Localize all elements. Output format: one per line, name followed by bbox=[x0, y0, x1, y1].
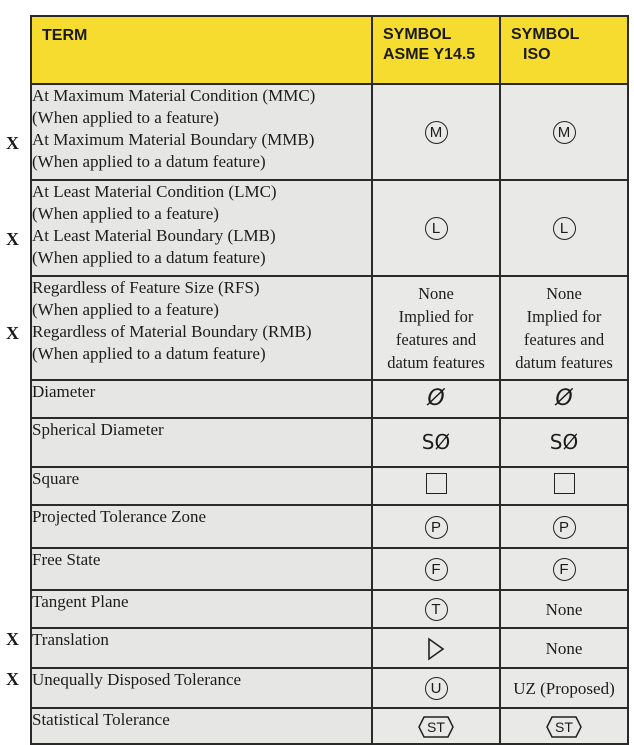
term-line: At Least Material Boundary (LMB) bbox=[32, 226, 276, 245]
table-row-rfs bbox=[31, 276, 628, 380]
square-icon bbox=[554, 473, 575, 494]
iso-symbol-cell bbox=[500, 505, 628, 548]
iso-symbol-cell bbox=[500, 84, 628, 180]
iso-symbol-cell bbox=[500, 276, 628, 380]
header-asme-line2: ASME Y14.5 bbox=[383, 46, 476, 63]
iso-symbol-cell bbox=[500, 467, 628, 505]
term-cell: Diameter bbox=[31, 380, 372, 418]
term-cell: Free State bbox=[31, 548, 372, 590]
table-row-diameter bbox=[31, 380, 628, 418]
spherical-diameter-icon: SØ bbox=[421, 429, 451, 454]
square-icon bbox=[426, 473, 447, 494]
row-marker-translation: X bbox=[6, 629, 19, 649]
translation-triangle-icon bbox=[427, 637, 445, 661]
term-cell bbox=[31, 276, 372, 380]
table-row-projected-tolerance-zone bbox=[31, 505, 628, 548]
table-row-square bbox=[31, 467, 628, 505]
table-row-statistical-tolerance bbox=[31, 708, 628, 744]
asme-symbol-cell bbox=[372, 628, 500, 668]
asme-symbol-cell bbox=[372, 467, 500, 505]
iso-symbol-cell bbox=[500, 380, 628, 418]
term-cell: Unequally Disposed Tolerance bbox=[31, 668, 372, 708]
diameter-icon: Ø bbox=[555, 386, 573, 411]
term-line: Regardless of Material Boundary (RMB) bbox=[32, 322, 312, 341]
term-cell: Square bbox=[31, 467, 372, 505]
circle-l-icon: L bbox=[425, 217, 448, 240]
row-markers bbox=[0, 0, 30, 730]
asme-symbol-cell bbox=[372, 668, 500, 708]
st-label: ST bbox=[427, 719, 445, 736]
term-cell bbox=[31, 180, 372, 276]
header-term: TERM bbox=[31, 16, 372, 84]
asme-symbol-cell bbox=[372, 548, 500, 590]
header-iso-line2: ISO bbox=[523, 46, 551, 63]
asme-symbol-cell bbox=[372, 84, 500, 180]
table-row-mmc bbox=[31, 84, 628, 180]
symbol-table bbox=[30, 15, 629, 745]
circle-p-icon: P bbox=[425, 516, 448, 539]
symbol-text-line: Implied for bbox=[526, 307, 602, 326]
circle-m-icon: M bbox=[425, 121, 448, 144]
term-line: (When applied to a datum feature) bbox=[32, 344, 266, 363]
table-row-lmc bbox=[31, 180, 628, 276]
asme-symbol-cell bbox=[372, 276, 500, 380]
asme-symbol-cell bbox=[372, 708, 500, 744]
circle-t-icon: T bbox=[425, 598, 448, 621]
term-line: Regardless of Feature Size (RFS) bbox=[32, 278, 260, 297]
circle-u-icon: U bbox=[425, 677, 448, 700]
spherical-diameter-icon: SØ bbox=[549, 429, 579, 454]
iso-symbol-cell: UZ (Proposed) bbox=[500, 668, 628, 708]
diameter-icon: Ø bbox=[427, 386, 445, 411]
asme-symbol-cell bbox=[372, 505, 500, 548]
circle-f-icon: F bbox=[553, 558, 576, 581]
iso-symbol-cell: None bbox=[500, 590, 628, 628]
header-iso bbox=[500, 16, 628, 84]
iso-symbol-cell: None bbox=[500, 628, 628, 668]
symbol-text-line: Implied for bbox=[398, 307, 474, 326]
st-label: ST bbox=[555, 719, 573, 736]
asme-symbol-cell bbox=[372, 418, 500, 467]
asme-symbol-cell bbox=[372, 380, 500, 418]
header-asme bbox=[372, 16, 500, 84]
term-line: (When applied to a datum feature) bbox=[32, 152, 266, 171]
asme-symbol-cell bbox=[372, 180, 500, 276]
table-row-tangent-plane bbox=[31, 590, 628, 628]
term-cell: Spherical Diameter bbox=[31, 418, 372, 467]
term-line: At Least Material Condition (LMC) bbox=[32, 182, 277, 201]
term-line: (When applied to a feature) bbox=[32, 300, 219, 319]
header-iso-line1: SYMBOL bbox=[511, 26, 580, 43]
term-line: At Maximum Material Condition (MMC) bbox=[32, 86, 316, 105]
iso-symbol-cell bbox=[500, 418, 628, 467]
term-cell: Tangent Plane bbox=[31, 590, 372, 628]
table-row-spherical-diameter bbox=[31, 418, 628, 467]
term-line: (When applied to a datum feature) bbox=[32, 248, 266, 267]
circle-l-icon: L bbox=[553, 217, 576, 240]
circle-m-icon: M bbox=[553, 121, 576, 144]
iso-symbol-cell bbox=[500, 548, 628, 590]
row-marker-unequal: X bbox=[6, 669, 19, 689]
statistical-tolerance-icon bbox=[546, 716, 582, 738]
symbol-text-line: datum features bbox=[387, 353, 485, 372]
table-row-translation bbox=[31, 628, 628, 668]
term-cell: Translation bbox=[31, 628, 372, 668]
table-row-free-state bbox=[31, 548, 628, 590]
row-marker-rfs: X bbox=[6, 323, 19, 343]
table-row-unequally-disposed bbox=[31, 668, 628, 708]
row-marker-mmc: X bbox=[6, 133, 19, 153]
symbol-text-line: features and bbox=[395, 330, 477, 349]
term-cell: Projected Tolerance Zone bbox=[31, 505, 372, 548]
statistical-tolerance-icon bbox=[418, 716, 454, 738]
term-line: (When applied to a feature) bbox=[32, 204, 219, 223]
row-marker-lmc: X bbox=[6, 229, 19, 249]
term-line: (When applied to a feature) bbox=[32, 108, 219, 127]
asme-symbol-cell bbox=[372, 590, 500, 628]
circle-f-icon: F bbox=[425, 558, 448, 581]
iso-symbol-cell bbox=[500, 180, 628, 276]
symbol-text-line: None bbox=[418, 284, 454, 303]
iso-symbol-cell bbox=[500, 708, 628, 744]
symbol-text-line: features and bbox=[523, 330, 605, 349]
header-asme-line1: SYMBOL bbox=[383, 26, 452, 43]
term-cell bbox=[31, 84, 372, 180]
term-line: At Maximum Material Boundary (MMB) bbox=[32, 130, 315, 149]
symbol-text-line: datum features bbox=[515, 353, 613, 372]
term-cell: Statistical Tolerance bbox=[31, 708, 372, 744]
header-row bbox=[31, 16, 628, 84]
symbol-text-line: None bbox=[546, 284, 582, 303]
circle-p-icon: P bbox=[553, 516, 576, 539]
